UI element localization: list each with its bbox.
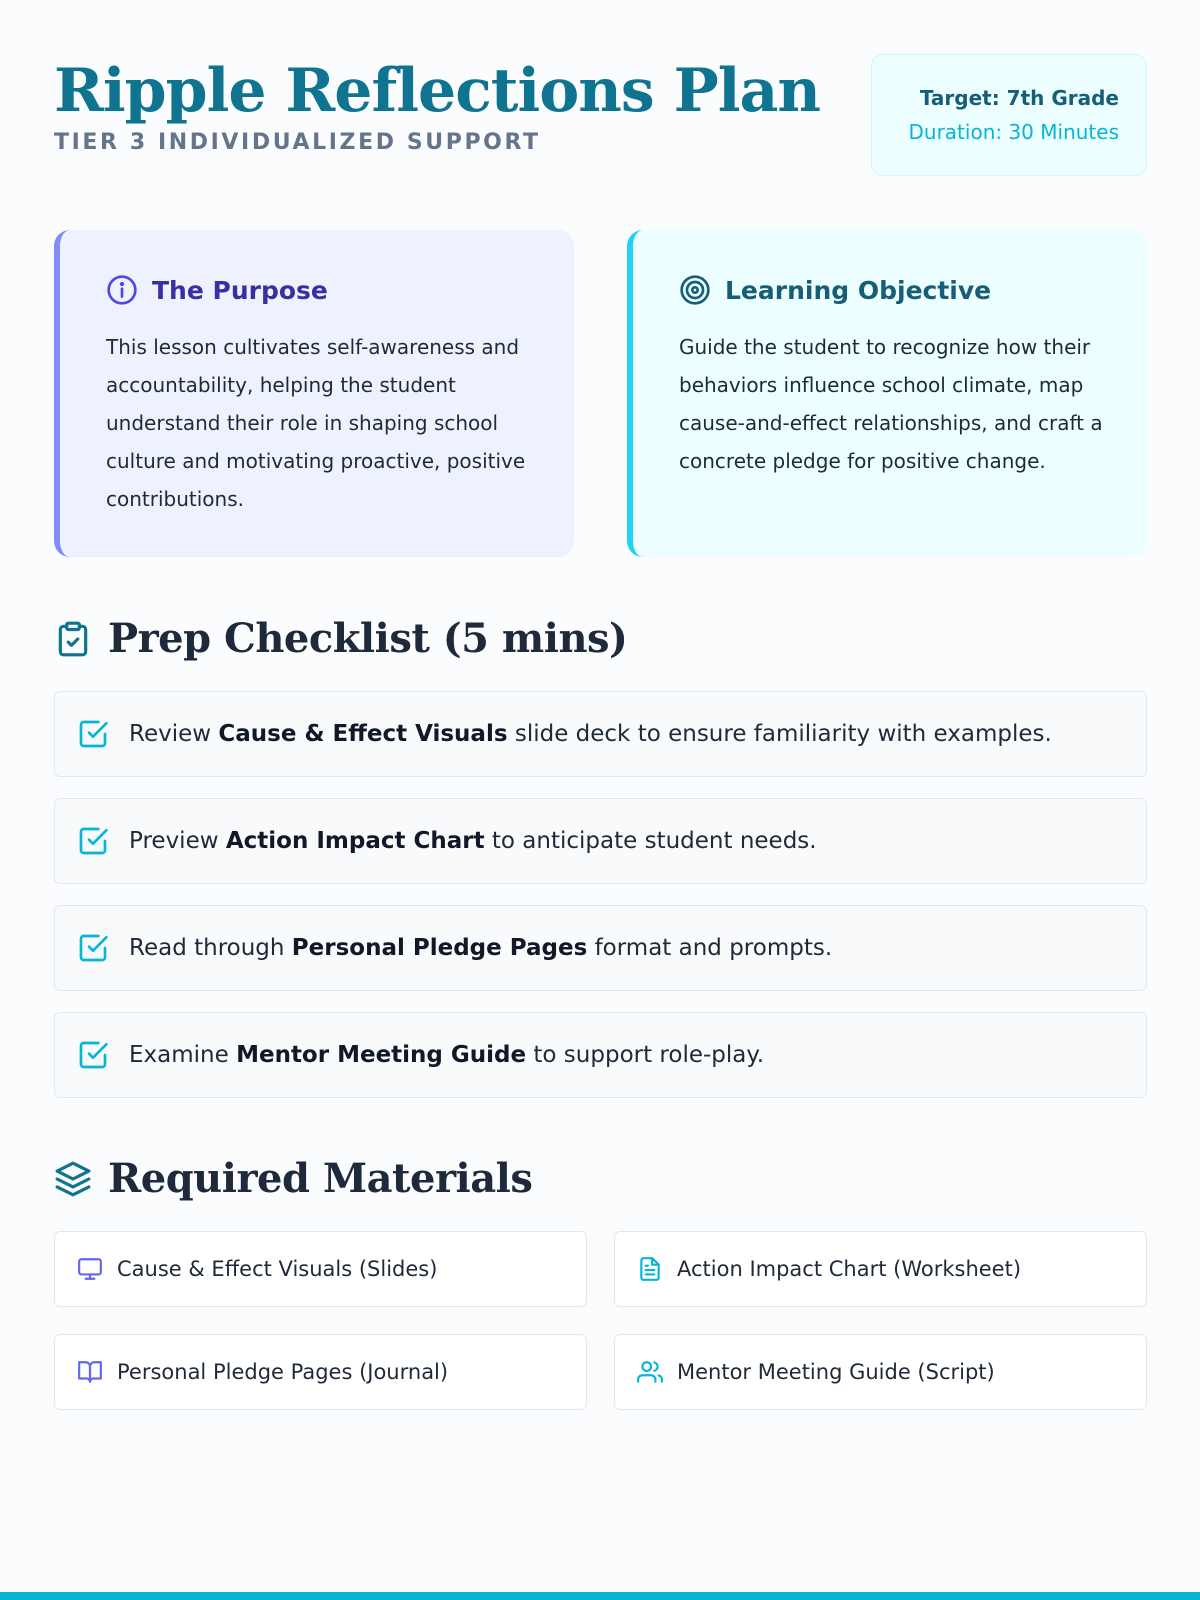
objective-title: Learning Objective — [725, 275, 992, 305]
clipboard-check-icon — [54, 620, 92, 658]
prep-checklist — [54, 691, 1147, 1119]
info-icon — [106, 274, 138, 306]
users-icon — [637, 1359, 663, 1385]
checklist-item[interactable] — [54, 798, 1147, 884]
material-label: Action Impact Chart (Worksheet) — [677, 1257, 1022, 1281]
objective-card — [627, 230, 1147, 557]
material-label: Personal Pledge Pages (Journal) — [117, 1360, 449, 1384]
material-item-slides[interactable] — [54, 1231, 587, 1307]
monitor-icon — [77, 1256, 103, 1282]
purpose-title: The Purpose — [152, 275, 328, 305]
page-subtitle: TIER 3 INDIVIDUALIZED SUPPORT — [54, 130, 541, 155]
document-icon — [637, 1256, 663, 1282]
objective-body: Guide the student to recognize how their behaviors influence school climate, map cause-and-effect relationships, and craft a concrete pledge for positive change. — [679, 335, 1103, 473]
checklist-item[interactable] — [54, 905, 1147, 991]
checklist-text: Read through Personal Pledge Pages format and prompts. — [129, 935, 833, 961]
purpose-card — [54, 230, 574, 557]
layers-icon — [54, 1160, 92, 1198]
material-item-script[interactable] — [614, 1334, 1147, 1410]
checkbox-checked-icon[interactable] — [77, 825, 109, 857]
checklist-item[interactable] — [54, 691, 1147, 777]
material-label: Cause & Effect Visuals (Slides) — [117, 1257, 438, 1281]
target-icon — [679, 274, 711, 306]
materials-grid — [54, 1231, 1147, 1410]
lesson-meta-box — [871, 54, 1147, 176]
book-icon — [77, 1359, 103, 1385]
checkbox-checked-icon[interactable] — [77, 932, 109, 964]
checkbox-checked-icon[interactable] — [77, 1039, 109, 1071]
material-label: Mentor Meeting Guide (Script) — [677, 1360, 995, 1384]
footer-accent-bar — [0, 1592, 1200, 1600]
checklist-text: Examine Mentor Meeting Guide to support role-play. — [129, 1042, 765, 1068]
material-item-journal[interactable] — [54, 1334, 587, 1410]
checklist-text: Review Cause & Effect Visuals slide deck to ensure familiarity with examples. — [129, 721, 1052, 747]
materials-title: Required Materials — [108, 1155, 533, 1202]
page-title: Ripple Reflections Plan — [54, 56, 820, 126]
target-grade: Target: 7th Grade — [919, 86, 1119, 110]
checklist-item[interactable] — [54, 1012, 1147, 1098]
material-item-worksheet[interactable] — [614, 1231, 1147, 1307]
page-header — [54, 50, 1147, 180]
prep-title: Prep Checklist (5 mins) — [108, 615, 628, 662]
materials-section-header — [54, 1155, 532, 1202]
purpose-body: This lesson cultivates self-awareness and accountability, helping the student understand their role in shaping school culture and motivating proactive, positive contributions. — [106, 335, 526, 511]
lesson-duration: Duration: 30 Minutes — [908, 120, 1119, 144]
prep-section-header — [54, 615, 627, 662]
checklist-text: Preview Action Impact Chart to anticipate student needs. — [129, 828, 817, 854]
checkbox-checked-icon[interactable] — [77, 718, 109, 750]
